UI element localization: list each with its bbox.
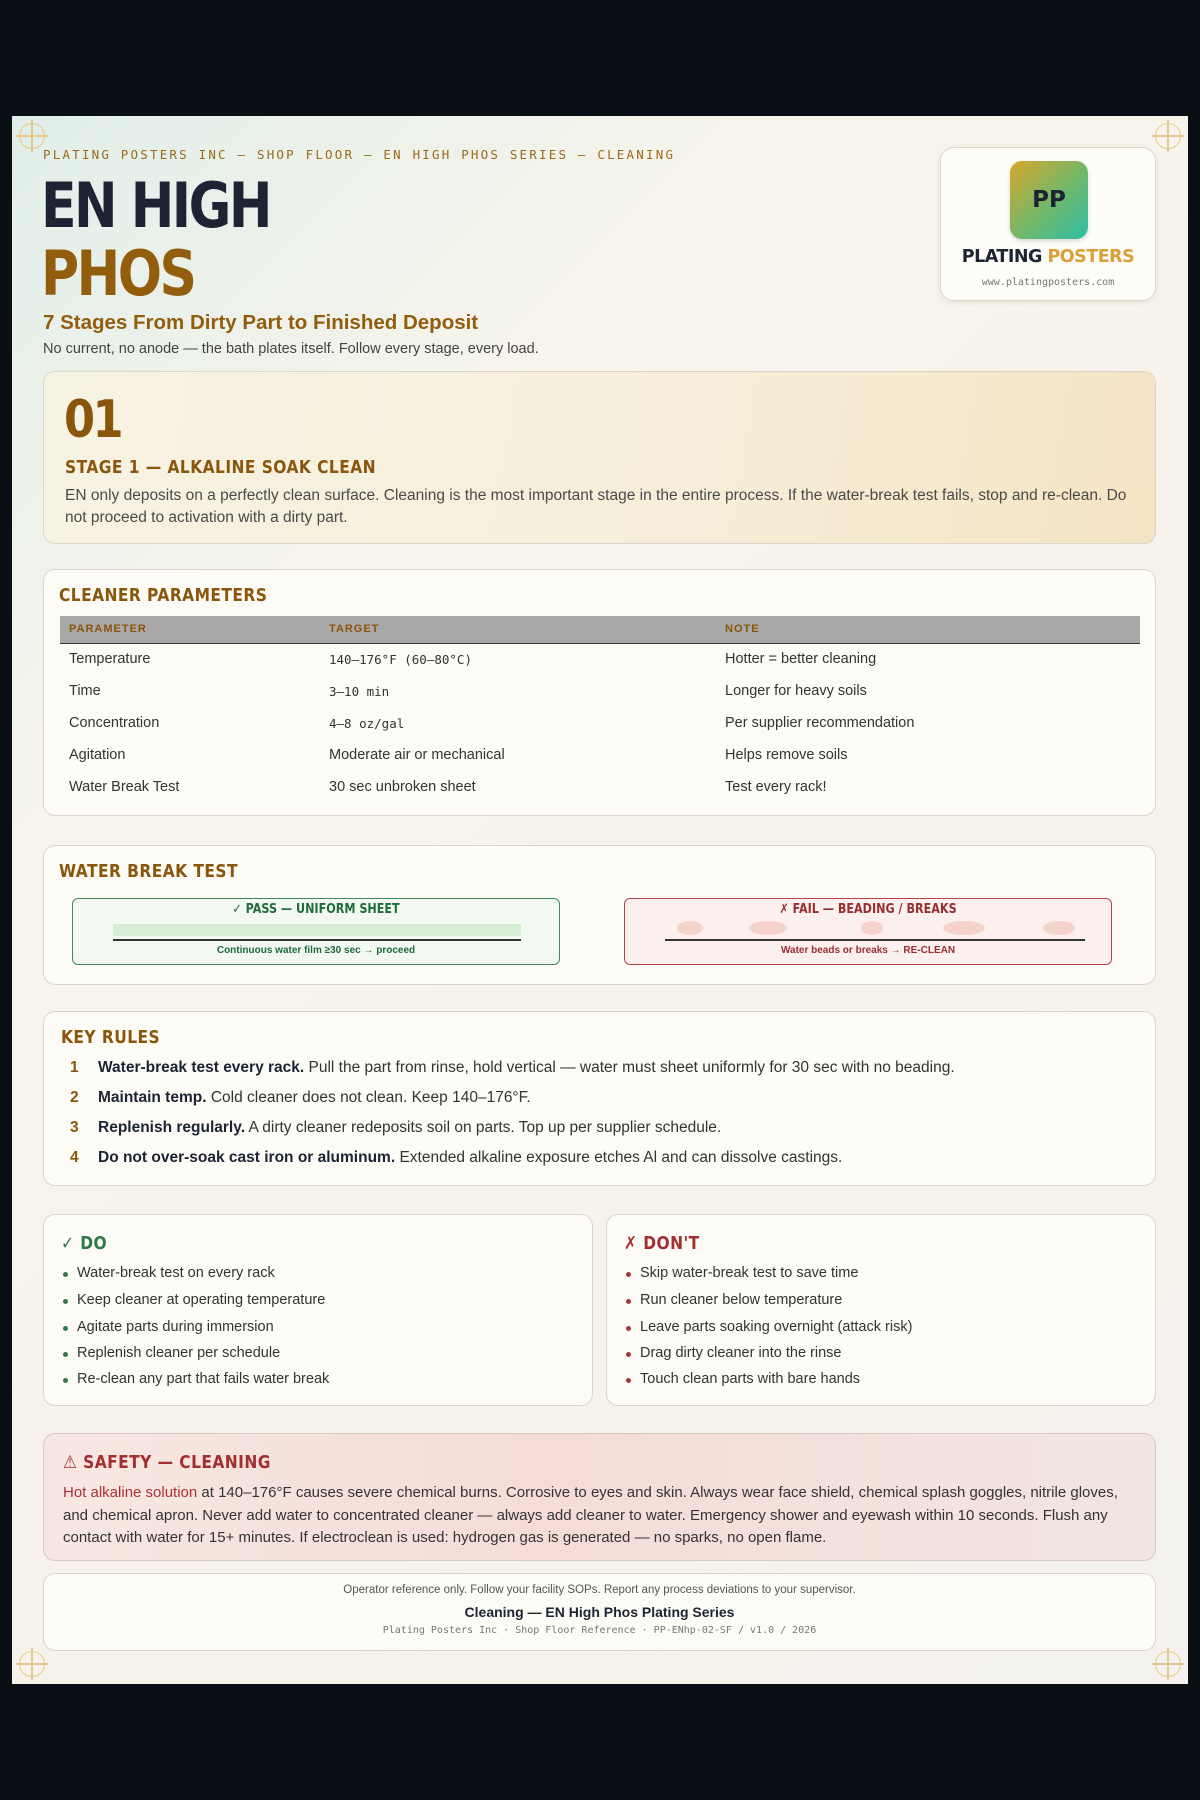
crop-mark-icon: [19, 1651, 45, 1677]
rule-bold: Replenish regularly.: [98, 1119, 246, 1136]
table-cell: Per supplier recommendation: [725, 715, 915, 731]
title-line-2: PHOS: [41, 237, 195, 310]
list-item: Keep cleaner at operating temperature: [77, 1292, 326, 1308]
page-title: [41, 169, 270, 310]
table-header-row: [60, 616, 1140, 643]
rule-bold: Water-break test every rack.: [98, 1059, 305, 1076]
rule-text: Pull the part from rinse, hold vertical — water must sheet uniformly for 30 sec with no beading.: [304, 1059, 955, 1076]
crop-mark-icon: [1155, 123, 1181, 149]
parameters-title: CLEANER PARAMETERS: [59, 585, 268, 606]
table-cell: Water Break Test: [69, 779, 180, 795]
rule-number: 4: [70, 1149, 79, 1166]
water-film-bar: [113, 924, 521, 936]
safety-title: ⚠ SAFETY — CLEANING: [63, 1452, 271, 1473]
safety-highlight: Hot alkaline solution: [63, 1484, 198, 1501]
rule-number: 2: [70, 1089, 79, 1106]
column-header: TARGET: [320, 616, 716, 643]
water-bead-icon: [677, 921, 703, 935]
water-bead-icon: [1043, 921, 1075, 935]
table-cell: Agitation: [69, 747, 126, 763]
table-cell: 3–10 min: [329, 683, 390, 699]
stage-title: STAGE 1 — ALKALINE SOAK CLEAN: [65, 457, 377, 478]
rule-bold: Maintain temp.: [98, 1089, 207, 1106]
safety-card: [43, 1433, 1156, 1561]
crop-mark-icon: [1155, 1651, 1181, 1677]
list-item: Run cleaner below temperature: [640, 1292, 843, 1308]
footer-ref: Plating Posters Inc · Shop Floor Reference · PP-ENhp-02-SF / v1.0 / 2026: [382, 1625, 817, 1636]
logo-name: [941, 247, 1155, 267]
list-item: Drag dirty cleaner into the rinse: [640, 1345, 842, 1361]
table-row: [60, 643, 1140, 675]
water-break-pass-panel: [72, 898, 560, 965]
water-bead-icon: [749, 921, 787, 935]
fail-caption: Water beads or breaks → RE-CLEAN: [780, 945, 956, 956]
fail-label: ✗ FAIL — BEADING / BREAKS: [779, 902, 957, 917]
surface-line: [665, 939, 1085, 941]
column-header: PARAMETER: [60, 616, 320, 643]
do-title: ✓ DO: [61, 1233, 108, 1254]
table-cell: 140–176°F (60–80°C): [329, 651, 472, 667]
safety-text: [63, 1482, 1143, 1550]
table-cell: Concentration: [69, 715, 160, 731]
dont-card: [606, 1214, 1156, 1406]
table-cell: Moderate air or mechanical: [329, 747, 505, 763]
table-cell: 30 sec unbroken sheet: [329, 779, 476, 795]
rule-number: 1: [70, 1059, 79, 1076]
table-cell: Temperature: [69, 651, 151, 668]
rule-text: A dirty cleaner redeposits soil on parts. Top up per supplier schedule.: [245, 1119, 722, 1136]
logo-url: www.platingposters.com: [981, 277, 1115, 288]
list-item: Re-clean any part that fails water break: [77, 1371, 330, 1387]
stage-description: EN only deposits on a perfectly clean surface. Cleaning is the most important stage in the entire process. If the water-break test fails, stop and re-clean. Do not proceed to activation with a dirty part.: [65, 487, 1127, 526]
list-item: Touch clean parts with bare hands: [640, 1371, 861, 1387]
poster: [12, 116, 1188, 1684]
footer-series: Cleaning — EN High Phos Plating Series: [464, 1604, 735, 1620]
rule-number: 3: [70, 1119, 79, 1136]
rule-text: Extended alkaline exposure etches Al and can dissolve castings.: [395, 1149, 843, 1166]
table-cell: Test every rack!: [725, 779, 827, 795]
column-header: NOTE: [716, 616, 1140, 643]
list-item: Replenish cleaner per schedule: [77, 1345, 281, 1361]
logo-card: [940, 147, 1156, 301]
pass-caption: Continuous water film ≥30 sec → proceed: [216, 945, 416, 956]
table-cell: Helps remove soils: [725, 747, 848, 763]
table-row: [60, 739, 1140, 771]
water-break-card: [43, 845, 1156, 985]
table-row: [60, 707, 1140, 739]
list-item: Leave parts soaking overnight (attack risk): [640, 1319, 913, 1335]
eyebrow: PLATING POSTERS INC — SHOP FLOOR — EN HIGH PHOS SERIES — CLEANING: [43, 147, 676, 162]
subtitle: 7 Stages From Dirty Part to Finished Deposit: [43, 311, 479, 334]
key-rules-card: [43, 1011, 1156, 1186]
footer-card: [43, 1573, 1156, 1651]
parameters-card: [43, 569, 1156, 816]
parameters-table: [60, 616, 1140, 803]
do-card: [43, 1214, 593, 1406]
table-cell: Time: [69, 683, 101, 699]
list-item: Skip water-break test to save time: [640, 1265, 859, 1281]
title-line-1: EN HIGH: [41, 169, 270, 242]
logo-badge: PP: [1010, 161, 1088, 239]
list-item: Water-break test on every rack: [77, 1265, 275, 1281]
tagline: No current, no anode — the bath plates itself. Follow every stage, every load.: [43, 341, 539, 357]
crop-mark-icon: [19, 123, 45, 149]
dont-title: ✗ DON'T: [624, 1233, 700, 1254]
table-cell: Hotter = better cleaning: [725, 651, 877, 668]
footer-note: Operator reference only. Follow your facility SOPs. Report any process deviations to your supervisor.: [343, 1584, 856, 1596]
logo-name-part1: PLATING: [961, 247, 1048, 267]
surface-line: [113, 939, 521, 941]
table-row: [60, 675, 1140, 707]
stage-number: 01: [64, 390, 122, 450]
water-bead-icon: [943, 921, 985, 935]
list-item: Agitate parts during immersion: [77, 1319, 274, 1335]
water-break-title: WATER BREAK TEST: [59, 861, 238, 882]
rule-text: Cold cleaner does not clean. Keep 140–176°F.: [206, 1089, 531, 1106]
table-row: [60, 771, 1140, 803]
stage-card: [43, 371, 1156, 544]
key-rules-title: KEY RULES: [61, 1027, 161, 1048]
table-cell: Longer for heavy soils: [725, 683, 867, 699]
table-cell: 4–8 oz/gal: [329, 715, 405, 731]
water-break-fail-panel: [624, 898, 1112, 965]
pass-label: ✓ PASS — UNIFORM SHEET: [232, 902, 400, 917]
safety-body: at 140–176°F causes severe chemical burns. Corrosive to eyes and skin. Always wear face shield, chemical splash goggles, nitrile gloves, and chemical apron. Never add water to concentrated cleaner — always add cleaner to water. Emergency shower and eyewash within 10 seconds. Flush any contact with water for 15+ minutes. If electroclean is used: hydrogen gas is generated — no sparks, no open flame.: [63, 1484, 1118, 1546]
rule-bold: Do not over-soak cast iron or aluminum.: [98, 1149, 396, 1166]
water-bead-icon: [861, 921, 883, 935]
logo-name-part2: POSTERS: [1047, 247, 1135, 267]
